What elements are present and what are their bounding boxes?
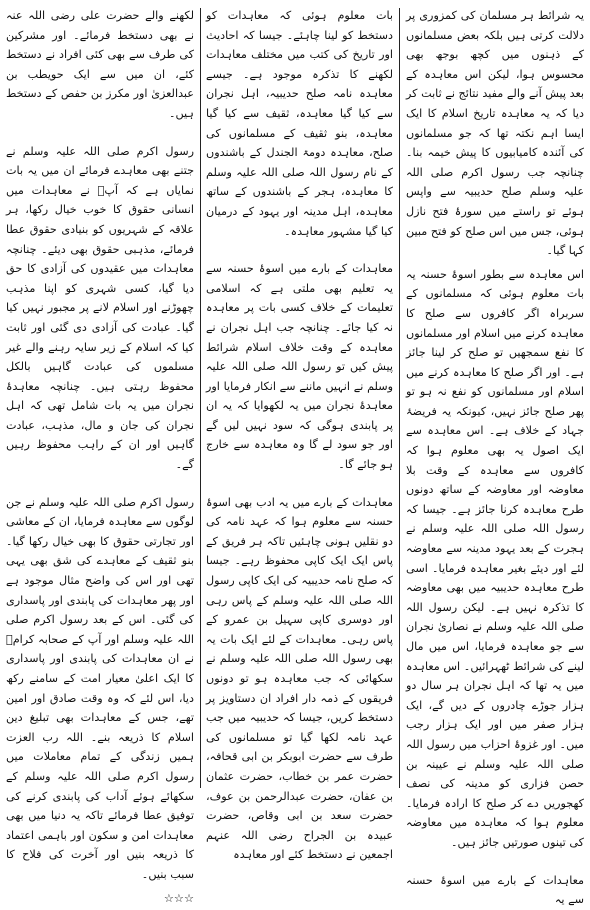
column-right <box>406 6 584 907</box>
paragraph: معاہدات کے بارے میں یہ ادب بھی اسوۂ حسنہ سے معلوم ہوا کہ عہد نامہ کی دو نقلیں ہونی چاہئیں تاکہ ہر فریق کے پاس ایک ایک کاپی محفوظ رہے۔ جیسا کہ صلح نامہ حدیبیہ کی ایک کاپی رسول اللہ صلی اللہ علیہ وسلم کے پاس رہی اور دوسری کاپی سہیل بن عمرو کے پاس رہی۔ معاہدات کے لئے ایک بات یہ بھی رسول اللہ صلی اللہ علیہ وسلم نے سکھائی کہ جب معاہدہ ہو تو دونوں فریقوں کے ذمہ دار افراد ان دستاویز پر دستخط کریں، جیسا کہ حدیبیہ میں جب عہد نامہ لکھا گیا تو مسلمانوں کی طرف سے حضرت ابوبکر بن ابی قحافہ، حضرت عمر بن خطاب، حضرت عثمان بن عفان، حضرت عبدالرحمن بن عوف، حضرت سعد بن ابی وقاص، حضرت عبیدہ بن الجراح رضی اللہ عنہم اجمعین نے دستخط کئے اور معاہدہ <box>206 495 393 862</box>
paragraph: یہ شرائط ہر مسلمان کی کمزوری پر دلالت کرتی ہیں بلکہ بعض مسلمانوں کے ذہنوں میں کچھ بوجھ بھی محسوس ہوا، لیکن اس معاہدہ کے بعد پیش آنے والے مفید نتائج نے ثابت کر دیا کہ یہ معاہدہ تاریخ اسلام کا ایک ایسا اہم نکتہ تھا کہ جو مسلمانوں کی آئندہ کامیابیوں کا پیش خیمہ بنا۔ چنانچہ جب رسول اکرم صلی اللہ علیہ وسلم صلح حدیبیہ سے واپس ہوئے تو راستے میں سورۂ فتح نازل ہوئی، جس میں اس صلح کو فتح مبین کہا گیا۔ <box>406 9 584 258</box>
paragraph: معاہدات کے بارے میں اسوۂ حسنہ سے یہ <box>406 873 584 907</box>
column-divider-right <box>399 8 400 788</box>
paragraph: اس معاہدہ سے بطور اسوۂ حسنہ یہ بات معلوم ہوئی کہ مسلمانوں کے سربراہ اگر کافروں سے صلح کا معاہدہ کرنے میں اسلام اور مسلمانوں کا نفع سمجھیں تو صلح کر لینا جائز ہے۔ اور اگر صلح کا معاہدہ کرنے میں اسلام اور مسلمانوں کو نفع نہ ہو تو پھر صلح جائز نہیں، کیونکہ یہ فریضۂ جہاد کے خلاف ہے۔ اس معاہدہ سے ایک اصول یہ بھی معلوم ہوا کہ کافروں سے معاہدہ کے وقت بلا معاوضہ اور معاوضہ کے ساتھ دونوں طرح معاہدہ کرنا جائز ہے۔ جیسا کہ رسول اللہ صلی اللہ علیہ وسلم نے ہجرت کے بعد یہود مدینہ سے معاوضہ لئے اور دیئے بغیر معاہدہ فرمایا۔ اسی طرح معاہدہ حدیبیہ میں بھی معاوضہ کا تذکرہ نہیں ہے۔ لیکن رسول اللہ صلی اللہ علیہ وسلم نے نصاریٰ نجران سے جو معاہدہ فرمایا، اس میں مال لینے کی شرائط ٹھہرائیں۔ اس معاہدہ میں یہ تھا کہ اہل نجران ہر سال دو ہزار جوڑے چادروں کے دیں گے، ایک ہزار صفر میں اور ایک ہزار رجب میں۔ اور غزوۂ احزاب میں رسول اللہ صلی اللہ علیہ وسلم نے عیینہ بن حصن فزاری کو مدینہ کی نصف کھجوریں دے کر صلح کا ارادہ فرمایا۔ معلوم ہوا کہ معاہدہ میں معاوضہ کی تینوں صورتیں جائز ہیں۔ <box>406 267 584 849</box>
paragraph: رسول اکرم صلی اللہ علیہ وسلم نے جتنے بھی معاہدے فرمائے ان میں یہ بات نمایاں ہے کہ آپؐ نے معاہدات میں انسانی حقوق کا خوب خیال رکھا، ہر علاقہ کے شہریوں کو بنیادی حقوق عطا فرمائے، مذہبی حقوق بھی دیئے۔ چنانچہ معاہدات میں عقیدوں کی آزادی کا حق دیا گیا، کسی شہری کو اپنا مذہب چھوڑنے اور اسلام لانے پر مجبور نہیں کیا گیا۔ عبادت کی آزادی دی گئی اور ثابت کیا کہ اسلام کے زیر سایہ رہنے والے غیر مسلموں کی عبادت گاہیں بالکل محفوظ رہتی ہیں۔ چنانچہ معاہدۂ نجران میں یہ بات شامل تھی کہ اہل نجران کی جان و مال، مذہب، عبادت گاہیں اور ان کے راہب محفوظ رہیں گے۔ <box>6 144 194 472</box>
end-mark-stars: ☆☆☆ <box>163 891 194 905</box>
paragraph: معاہدات کے بارے میں اسوۂ حسنہ سے یہ تعلیم بھی ملتی ہے کہ اسلامی تعلیمات کے خلاف کسی بات پر معاہدہ نہ کیا جائے۔ چنانچہ جب اہل نجران نے معاہدہ کے وقت خلاف اسلام شرائط پیش کیں تو رسول اللہ صلی اللہ علیہ وسلم نے انہیں ماننے سے انکار فرمایا اور معاہدۂ نجران میں یہ لکھوایا کہ یہ ان پر پابندی ہوگی کہ سود نہیں لیں گے اور جو سود لے گا وہ معاہدہ سے خارج ہو جائے گا۔ <box>206 262 393 472</box>
paragraph: لکھنے والے حضرت علی رضی اللہ عنہ نے بھی دستخط فرمائے۔ اور مشرکین کی طرف سے بھی کئی افراد نے دستخط کئے، ان میں سے ایک حویطب بن عبدالعزیٰ اور مکرز بن حفص کے دستخط ہیں۔ <box>6 9 194 120</box>
column-divider-left <box>200 8 201 788</box>
paragraph: بات معلوم ہوئی کہ معاہدات کو دستخط کو لینا چاہئے۔ جیسا کہ احادیث اور تاریخ کی کتب میں مختلف معاہدات لکھنے کا تذکرہ موجود ہے۔ جیسے معاہدہ نامہ صلح حدیبیہ، اہل نجران سے کیا گیا معاہدہ، ثقیف سے کیا گیا معاہدہ، بنو ثقیف کے مسلمانوں کی صلح، معاہدہ دومۃ الجندل کے باشندوں کے نام رسول اللہ صلی اللہ علیہ وسلم کا معاہدہ، ہجر کے باشندوں کے ساتھ معاہدہ، اہل مدینہ اور یہود کے درمیان کیا گیا مشہور معاہدہ۔ <box>206 9 393 238</box>
paragraph: رسول اکرم صلی اللہ علیہ وسلم نے جن لوگوں سے معاہدہ فرمایا، ان کے معاشی اور تجارتی حقوق کا بھی خیال رکھا گیا۔ بنو ثقیف کے معاہدے کی شق بھی یہی تھی اور اس کی واضح مثال موجود ہے اور پھر معاہدات کی پابندی اور پاسداری کی گئی۔ اس کے بعد رسول اکرم صلی اللہ علیہ وسلم اور آپ کے صحابہ کرامؓ نے ان معاہدات کی پابندی اور پاسداری کا ایک اعلیٰ معیار امت کے سامنے رکھ دیا، اس لئے کہ وہ وقت صادق اور امین تھے، جس کے معاہدات بھی تبلیغ دین اسلام کا ذریعہ بنے۔ اللہ رب العزت ہمیں زندگی کے تمام معاملات میں رسول اکرم صلی اللہ علیہ وسلم کے سکھائے ہوئے آداب کی پابندی کرنے کی توفیق عطا فرمائے تاکہ یہ دنیا میں بھی معاہدات امن و سکون اور باہمی اعتماد کا ذریعہ بنیں اور آخرت کی فلاح کا سبب بنیں۔ <box>6 495 194 881</box>
column-middle <box>206 6 393 862</box>
column-left <box>6 6 194 905</box>
